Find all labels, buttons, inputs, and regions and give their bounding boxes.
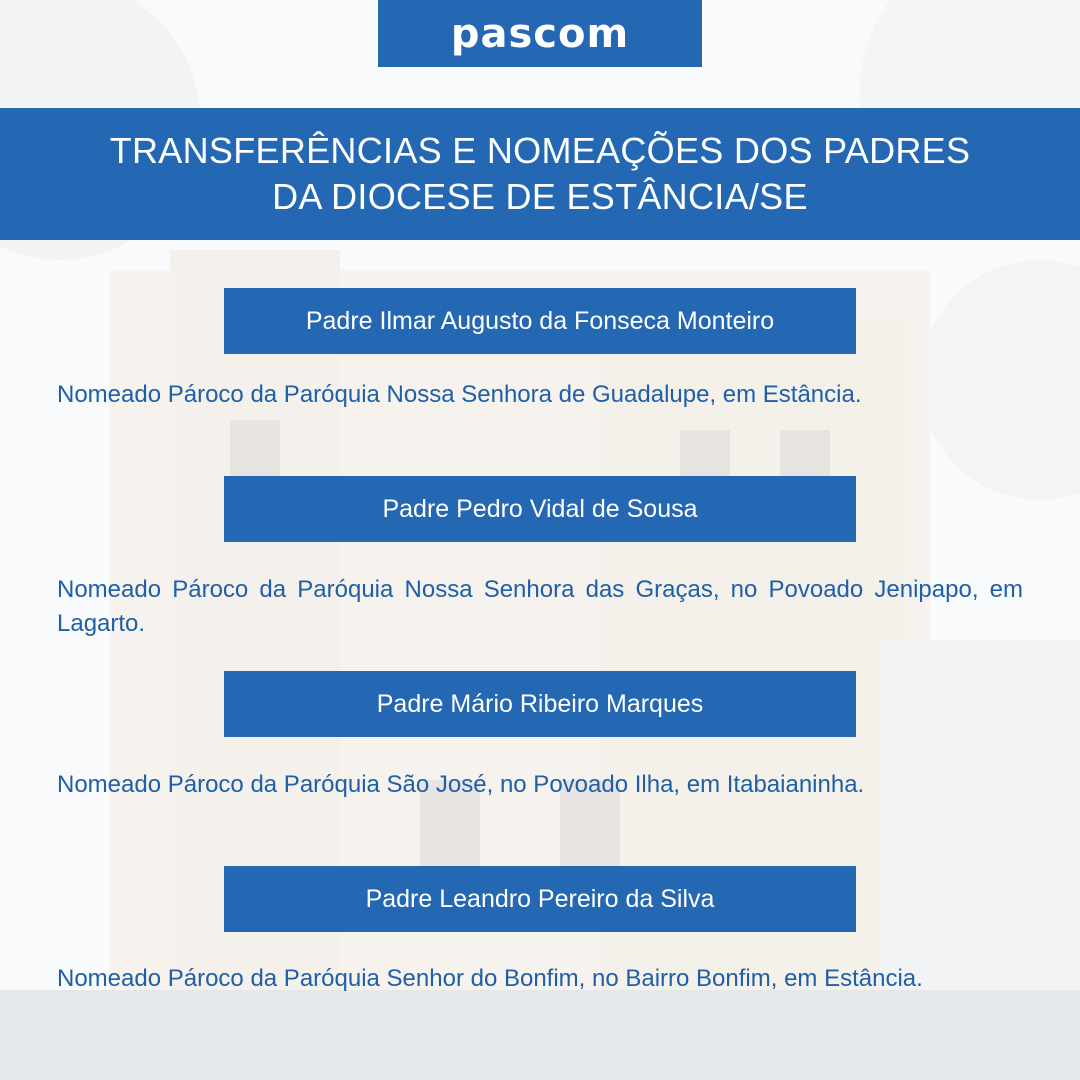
page-title-line-2: DA DIOCESE DE ESTÂNCIA/SE bbox=[272, 176, 808, 217]
appointment-description: Nomeado Pároco da Paróquia Nossa Senhora das Graças, no Povoado Jenipapo, em Lagarto. bbox=[57, 576, 1023, 637]
priest-name-box: Padre Ilmar Augusto da Fonseca Monteiro bbox=[224, 288, 856, 354]
appointment-description: Nomeado Pároco da Paróquia Nossa Senhora de Guadalupe, em Estância. bbox=[57, 381, 862, 408]
priest-name-box: Padre Leandro Pereiro da Silva bbox=[224, 866, 856, 932]
priest-name-box: Padre Mário Ribeiro Marques bbox=[224, 671, 856, 737]
page-title-line-1: TRANSFERÊNCIAS E NOMEAÇÕES DOS PADRES bbox=[109, 130, 971, 171]
page-title-banner bbox=[0, 108, 1080, 240]
appointment-description: Nomeado Pároco da Paróquia São José, no Povoado Ilha, em Itabaianinha. bbox=[57, 771, 865, 798]
pascom-logo bbox=[378, 0, 702, 67]
priest-name-box: Padre Pedro Vidal de Sousa bbox=[224, 476, 856, 542]
logo-wordmark: pascom bbox=[450, 10, 630, 57]
appointment-description: Nomeado Pároco da Paróquia Senhor do Bonfim, no Bairro Bonfim, em Estância. bbox=[57, 965, 923, 992]
